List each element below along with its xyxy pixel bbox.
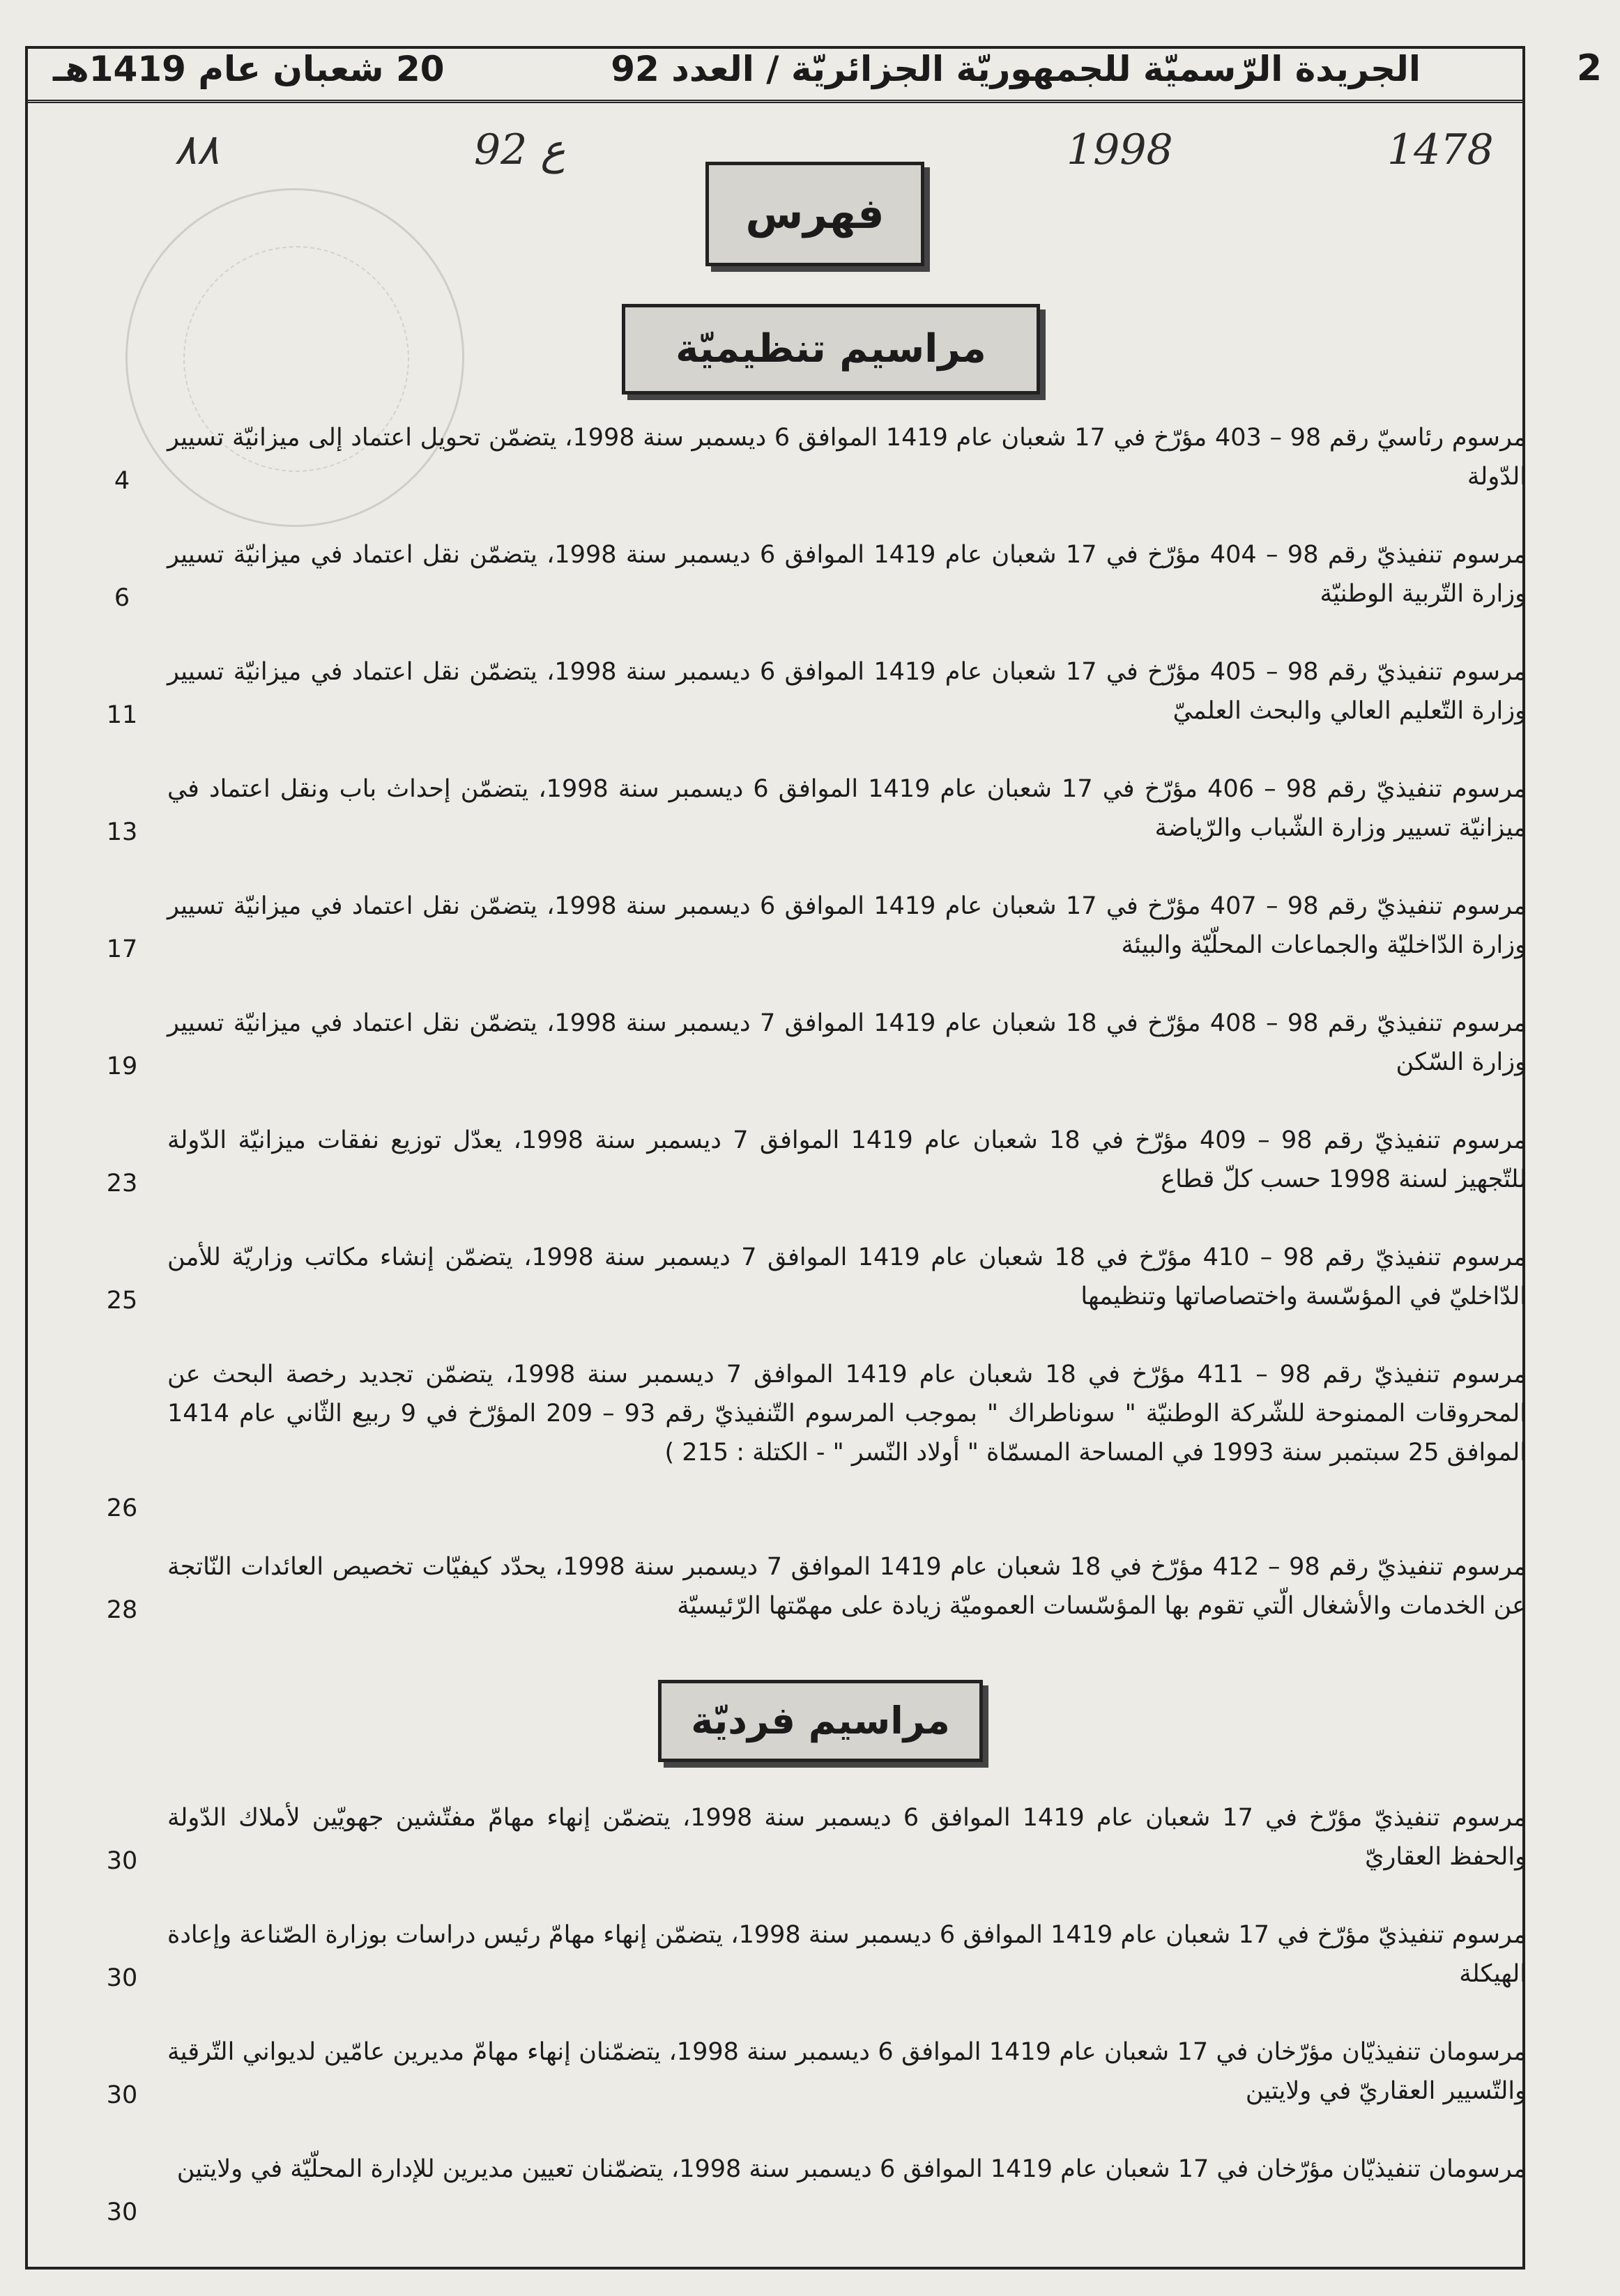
entry-text: مرسوم تنفيذيّ مؤرّخ في 17 شعبان عام 1419 الموافق 6 ديسمبر سنة 1998، يتضمّن إنهاء مهامّ مفتّشين جهويّين لأملاك الدّولة والحفظ العقاريّ xyxy=(167,1804,1527,1871)
issue-date: 20 شعبان عام 1419هـ xyxy=(53,49,445,89)
entry-text: مرسوم تنفيذيّ رقم 98 – 407 مؤرّخ في 17 شعبان عام 1419 الموافق 6 ديسمبر سنة 1998، يتضمّن نقل اعتماد في ميزانيّة تسيير وزارة الدّاخليّة والجماعات المحلّيّة والبيئة xyxy=(167,892,1527,959)
entry-text: مرسوم تنفيذيّ رقم 98 – 409 مؤرّخ في 18 شعبان عام 1419 الموافق 7 ديسمبر سنة 1998، يعدّل توزيع نفقات ميزانيّة الدّولة للتّجهيز لسنة 1998 حسب كلّ قطاع xyxy=(167,1126,1527,1193)
index-title: فهرس xyxy=(705,162,924,266)
entry-text: مرسوم تنفيذيّ رقم 98 – 406 مؤرّخ في 17 شعبان عام 1419 الموافق 6 ديسمبر سنة 1998، يتضمّن إحداث باب ونقل اعتماد في ميزانيّة تسيير وزارة الشّباب والرّياضة xyxy=(167,775,1527,842)
entry-text: مرسوم تنفيذيّ رقم 98 – 405 مؤرّخ في 17 شعبان عام 1419 الموافق 6 ديسمبر سنة 1998، يتضمّن نقل اعتماد في ميزانيّة تسيير وزارة التّعليم العالي والبحث العلميّ xyxy=(167,658,1527,725)
entry-text: مرسوم تنفيذيّ رقم 98 – 408 مؤرّخ في 18 شعبان عام 1419 الموافق 7 ديسمبر سنة 1998، يتضمّن نقل اعتماد في ميزانيّة تسيير وزارة السّكن xyxy=(167,1009,1527,1076)
handwritten-note-mid: 92 ع xyxy=(474,125,566,174)
entry-page-number: 30 xyxy=(106,1847,138,1875)
entry-text: مرسومان تنفيذيّان مؤرّخان في 17 شعبان عام 1419 الموافق 6 ديسمبر سنة 1998، يتضمّنان تعيين مديرين للإدارة المحلّيّة في ولايتين xyxy=(176,2155,1527,2183)
entry-page-number: 19 xyxy=(106,1053,138,1080)
entry-page-number: 11 xyxy=(106,701,138,729)
journal-title: الجريدة الرّسميّة للجمهوريّة الجزائريّة / العدد 92 xyxy=(611,49,1421,89)
entry-page-number: 28 xyxy=(106,1596,138,1624)
handwritten-year: 1998 xyxy=(1067,125,1173,174)
section-title-individual-decrees: مراسيم فرديّة xyxy=(658,1680,983,1762)
entry-page-number: 30 xyxy=(106,2081,138,2109)
entry-page-number: 23 xyxy=(106,1170,138,1197)
entry-page-number: 26 xyxy=(106,1494,138,1522)
section-title-regulatory-decrees: مراسيم تنظيميّة xyxy=(622,304,1040,395)
entry-page-number: 30 xyxy=(106,2198,138,2226)
entry-text: مرسوم تنفيذيّ مؤرّخ في 17 شعبان عام 1419 الموافق 6 ديسمبر سنة 1998، يتضمّن إنهاء مهامّ رئيس دراسات بوزارة الصّناعة وإعادة الهيكلة xyxy=(167,1921,1527,1988)
entry-page-number: 6 xyxy=(114,584,130,612)
handwritten-note-left: ٨٨ xyxy=(174,125,220,174)
entry-text: مرسوم تنفيذيّ رقم 98 – 412 مؤرّخ في 18 شعبان عام 1419 الموافق 7 ديسمبر سنة 1998، يحدّد كيفيّات تخصيص العائدات النّاتجة عن الخدمات والأشغال الّتي تقوم بها المؤسّسات العموميّة زيادة على مهمّتها الرّئيسيّة xyxy=(167,1553,1527,1620)
handwritten-number: 1478 xyxy=(1387,125,1494,174)
page-header xyxy=(25,33,1602,103)
entry-page-number: 4 xyxy=(114,467,130,495)
entry-page-number: 13 xyxy=(106,818,138,846)
entry-text: مرسوم تنفيذيّ رقم 98 – 410 مؤرّخ في 18 شعبان عام 1419 الموافق 7 ديسمبر سنة 1998، يتضمّن إنشاء مكاتب وزاريّة للأمن الدّاخليّ في المؤسّسة واختصاصاتها وتنظيمها xyxy=(167,1243,1527,1310)
entry-page-number: 17 xyxy=(106,935,138,963)
entry-page-number: 30 xyxy=(106,1964,138,1992)
entry-page-number: 25 xyxy=(106,1287,138,1315)
entry-text: مرسومان تنفيذيّان مؤرّخان في 17 شعبان عام 1419 الموافق 6 ديسمبر سنة 1998، يتضمّنان إنهاء مهامّ مديرين عامّين لديواني التّرقية والتّسيير العقاريّ في ولايتين xyxy=(167,2038,1527,2105)
entry-text: مرسوم رئاسيّ رقم 98 – 403 مؤرّخ في 17 شعبان عام 1419 الموافق 6 ديسمبر سنة 1998، يتضمّن تحويل اعتماد إلى ميزانيّة تسيير الدّولة xyxy=(167,424,1527,491)
entry-text: مرسوم تنفيذيّ رقم 98 – 404 مؤرّخ في 17 شعبان عام 1419 الموافق 6 ديسمبر سنة 1998، يتضمّن نقل اعتماد في ميزانيّة تسيير وزارة التّربية الوطنيّة xyxy=(167,541,1527,608)
page-number: 2 xyxy=(1576,47,1602,89)
entry-text: مرسوم تنفيذيّ رقم 98 – 411 مؤرّخ في 18 شعبان عام 1419 الموافق 7 ديسمبر سنة 1998، يتضمّن تجديد رخصة البحث عن المحروقات الممنوحة للشّركة الوطنيّة " سوناطراك " بموجب المرسوم التّنفيذيّ رقم 93 – 209 المؤرّخ في 9 ربيع الثّاني عام 1414 الموافق 25 سبتمبر سنة 1993 في المساحة المسمّاة " أولاد النّسر " - الكتلة : 215 ) xyxy=(167,1361,1527,1467)
